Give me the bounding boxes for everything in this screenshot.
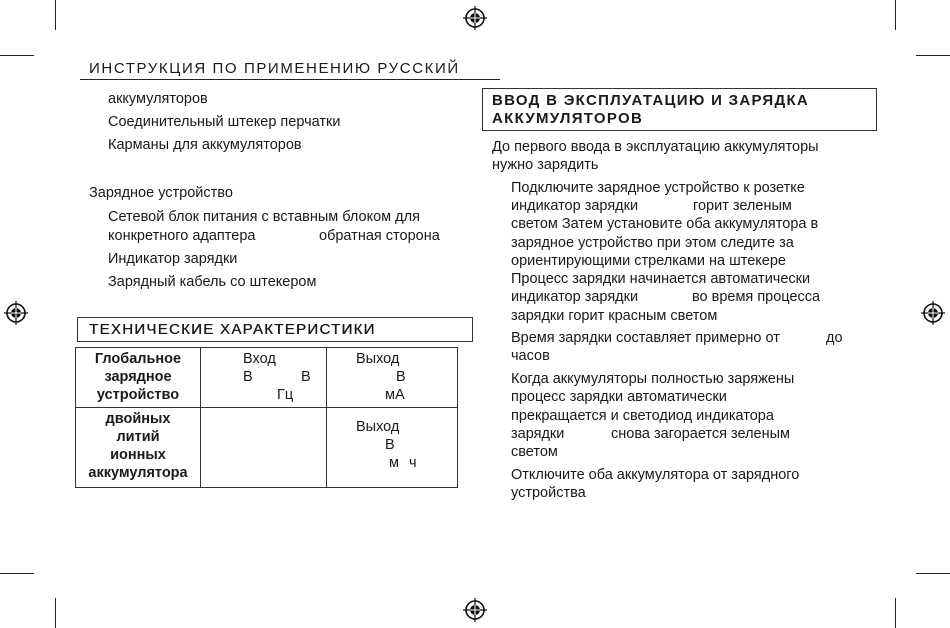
paragraph-line: светом [511,444,558,460]
table-cell-input: Вход В В Гц [201,348,327,408]
table-cell-label: двойных литий ионных аккумулятора [76,408,201,488]
crop-mark [916,55,950,56]
section-title: ВВОД В ЭКСПЛУАТАЦИЮ И ЗАРЯДКА [492,92,810,109]
registration-mark-icon [4,301,28,325]
table-cell-input [201,408,327,488]
table-row [76,348,458,408]
list-item: конкретного адаптера [108,228,256,244]
list-item: Индикатор зарядки [108,251,238,267]
paragraph-line: Когда аккумуляторы полностью заряжены [511,371,795,387]
paragraph-line: процесс зарядки автоматически [511,389,727,405]
crop-mark [55,598,56,628]
paragraph-line: Подключите зарядное устройство к розетке [511,180,805,196]
registration-mark-icon [463,598,487,622]
paragraph-line: снова загорается зеленым [611,426,791,442]
crop-mark [0,55,34,56]
paragraph-line: во время процесса [692,289,821,305]
paragraph-line: прекращается и светодиод индикатора [511,408,774,424]
section-title: АККУМУЛЯТОРОВ [492,110,644,127]
paragraph-line: индикатор зарядки [511,289,639,305]
crop-mark [0,573,34,574]
paragraph-line: горит зеленым [693,198,792,214]
spec-title: ТЕХНИЧЕСКИЕ ХАРАКТЕРИСТИКИ [89,321,376,338]
paragraph-line: зарядное устройство при этом следите за [511,235,794,251]
intro-text: нужно зарядить [492,157,599,173]
table-row [76,408,458,488]
paragraph-line: Процесс зарядки начинается автоматически [511,271,811,287]
crop-mark [895,0,896,30]
page-header: ИНСТРУКЦИЯ ПО ПРИМЕНЕНИЮ РУССКИЙ [89,60,460,77]
table-cell-output: Выход В м ч [327,408,458,488]
paragraph-line: до [826,330,843,346]
list-item: аккумуляторов [108,91,208,107]
intro-text: До первого ввода в эксплуатацию аккумуляторы [492,139,819,155]
table-cell-label: Глобальное зарядное устройство [76,348,201,408]
crop-mark [895,598,896,628]
table-cell-output: Выход В мА [327,348,458,408]
paragraph-line: Отключите оба аккумулятора от зарядного [511,467,800,483]
registration-mark-icon [921,301,945,325]
list-item: Соединительный штекер перчатки [108,114,341,130]
spec-table [75,347,458,488]
paragraph-line: светом Затем установите оба аккумулятора в [511,216,819,232]
list-item: Сетевой блок питания с вставным блоком для [108,209,420,225]
paragraph-line: Время зарядки составляет примерно от [511,330,780,346]
paragraph-line: индикатор зарядки [511,198,639,214]
list-item: Зарядный кабель со штекером [108,274,317,290]
paragraph-line: зарядки горит красным светом [511,308,718,324]
list-item: Карманы для аккумуляторов [108,137,302,153]
list-item: обратная сторона [319,228,440,244]
registration-mark-icon [463,6,487,30]
paragraph-line: ориентирующими стрелками на штекере [511,253,786,269]
paragraph-line: устройства [511,485,586,501]
header-rule [80,79,500,80]
crop-mark [916,573,950,574]
paragraph-line: зарядки [511,426,565,442]
crop-mark [55,0,56,30]
paragraph-line: часов [511,348,550,364]
charger-heading: Зарядное устройство [89,185,233,201]
